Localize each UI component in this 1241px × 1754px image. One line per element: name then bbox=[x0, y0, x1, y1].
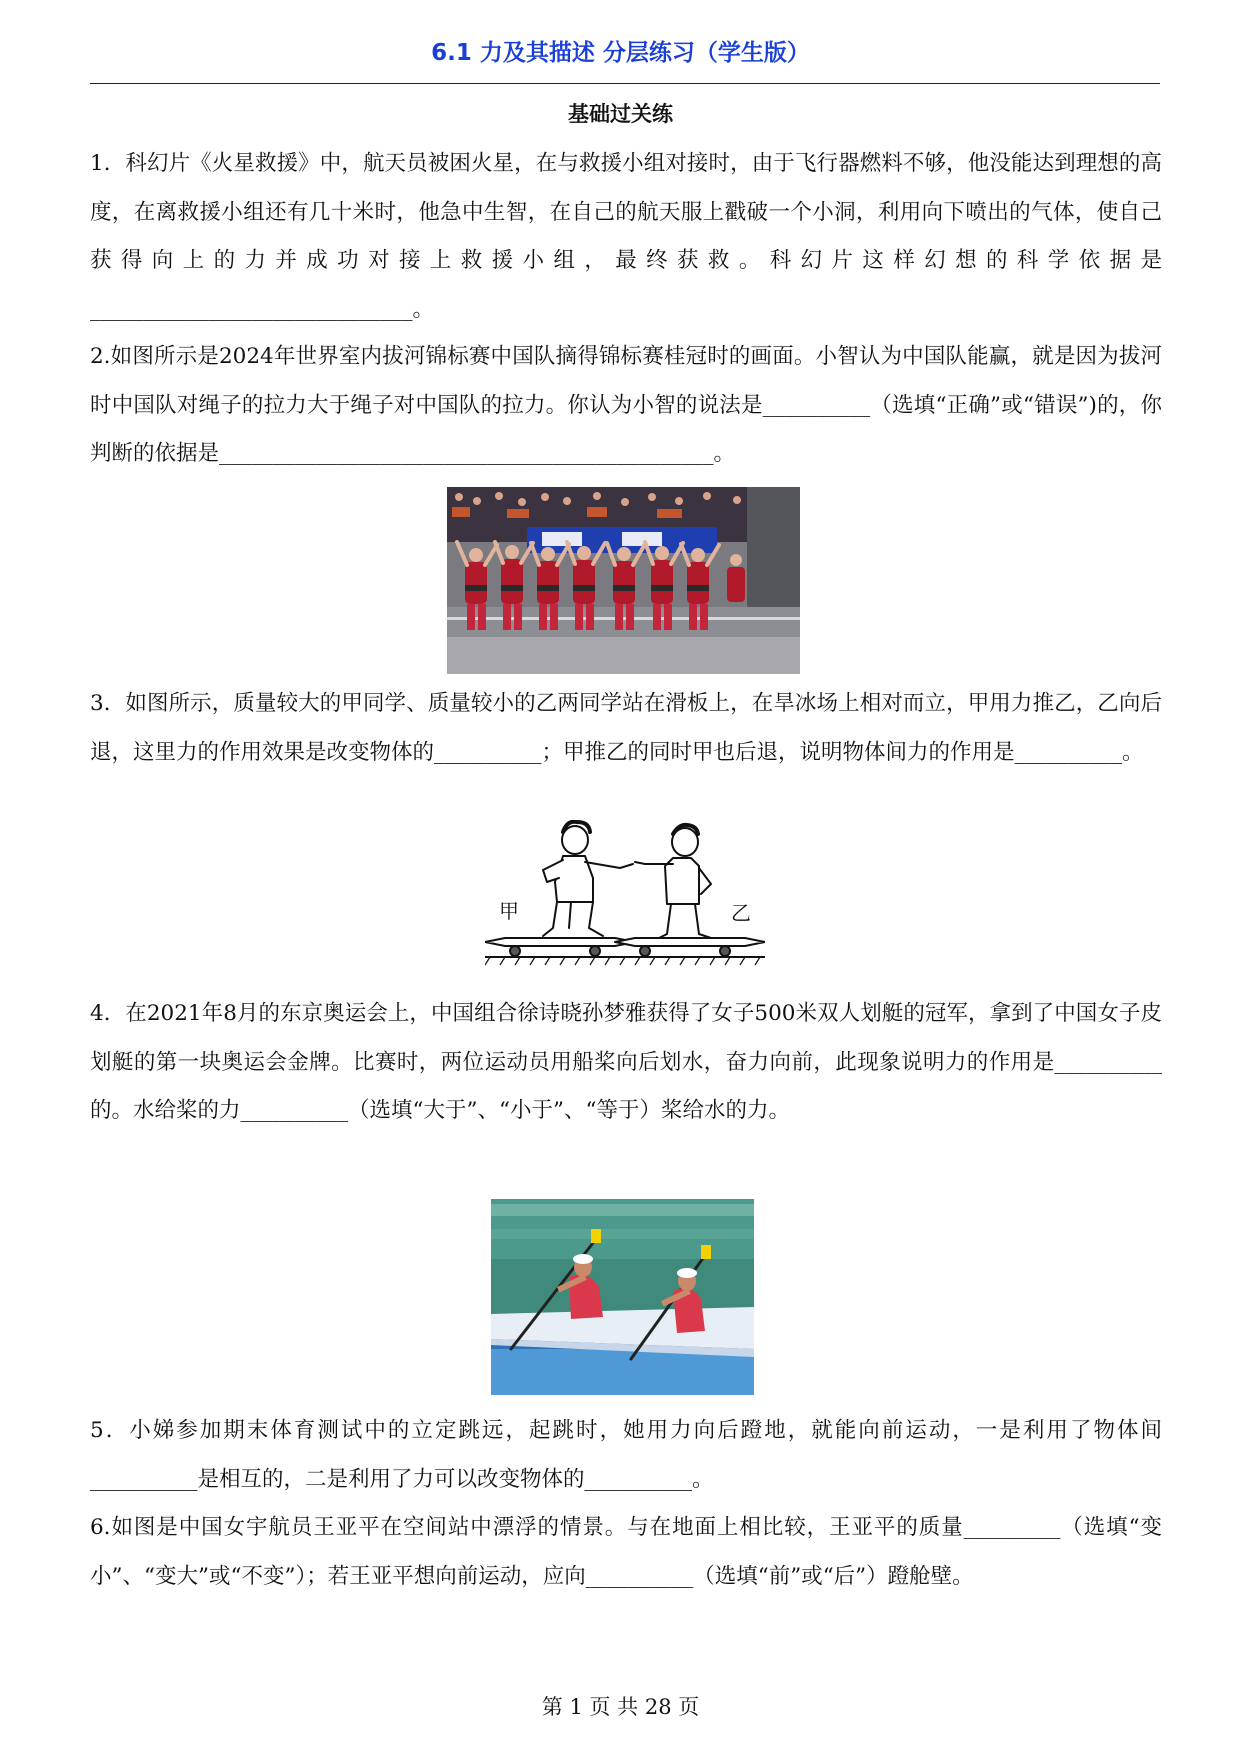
question-2: 2.如图所示是2024年世界室内拔河锦标赛中国队摘得锦标赛桂冠时的画面。小智认为中国队能赢，就是因为拔河时中国队对绳子的拉力大于绳子对中国队的拉力。你认为小智的说法是__________（选填“正确”或“错误”)的，你判断的依据是______________________________________________。 bbox=[90, 344, 1162, 466]
page-title: 6.1 力及其描述 分层练习（学生版） bbox=[431, 40, 810, 66]
skateboard-push-figure bbox=[485, 820, 765, 970]
header-divider bbox=[90, 83, 1160, 84]
section-title: 基础过关练 bbox=[568, 102, 673, 126]
page-number: 第 1 页 共 28 页 bbox=[541, 1695, 700, 1719]
tug-of-war-photo bbox=[447, 487, 800, 674]
label-yi: 乙 bbox=[731, 901, 751, 925]
question-5: 5．小娣参加期末体育测试中的立定跳远，起跳时，她用力向后蹬地，就能向前运动，一是利用了物体间__________是相互的，二是利用了力可以改变物体的__________。 bbox=[90, 1418, 1162, 1492]
canoe-photo bbox=[491, 1199, 754, 1395]
question-6: 6.如图是中国女宇航员王亚平在空间站中漂浮的情景。与在地面上相比较，王亚平的质量_________（选填“变小”、“变大”或“不变”）；若王亚平想向前运动，应向__________（选填“前”或“后”）蹬舱壁。 bbox=[90, 1515, 1162, 1589]
question-3: 3．如图所示，质量较大的甲同学、质量较小的乙两同学站在滑板上，在旱冰场上相对而立，甲用力推乙，乙向后退，这里力的作用效果是改变物体的__________；甲推乙的同时甲也后退，说明物体间力的作用是__________。 bbox=[90, 691, 1162, 765]
question-4: 4．在2021年8月的东京奥运会上，中国组合徐诗晓孙梦雅获得了女子500米双人划艇的冠军，拿到了中国女子皮划艇的第一块奥运会金牌。比赛时，两位运动员用船桨向后划水，奋力向前，此现象说明力的作用是__________的。水给桨的力__________（选填“大于”、“小于”、“等于）桨给水的力。 bbox=[90, 1001, 1162, 1123]
question-1: 1．科幻片《火星救援》中，航天员被困火星，在与救援小组对接时，由于飞行器燃料不够，他没能达到理想的高度，在离救援小组还有几十米时，他急中生智，在自己的航天服上戳破一个小洞，利用向下喷出的气体，使自己获得向上的力并成功对接上救援小组，最终获救。科幻片这样幻想的科学依据是______________________________。 bbox=[90, 151, 1162, 322]
label-jia: 甲 bbox=[499, 899, 519, 923]
